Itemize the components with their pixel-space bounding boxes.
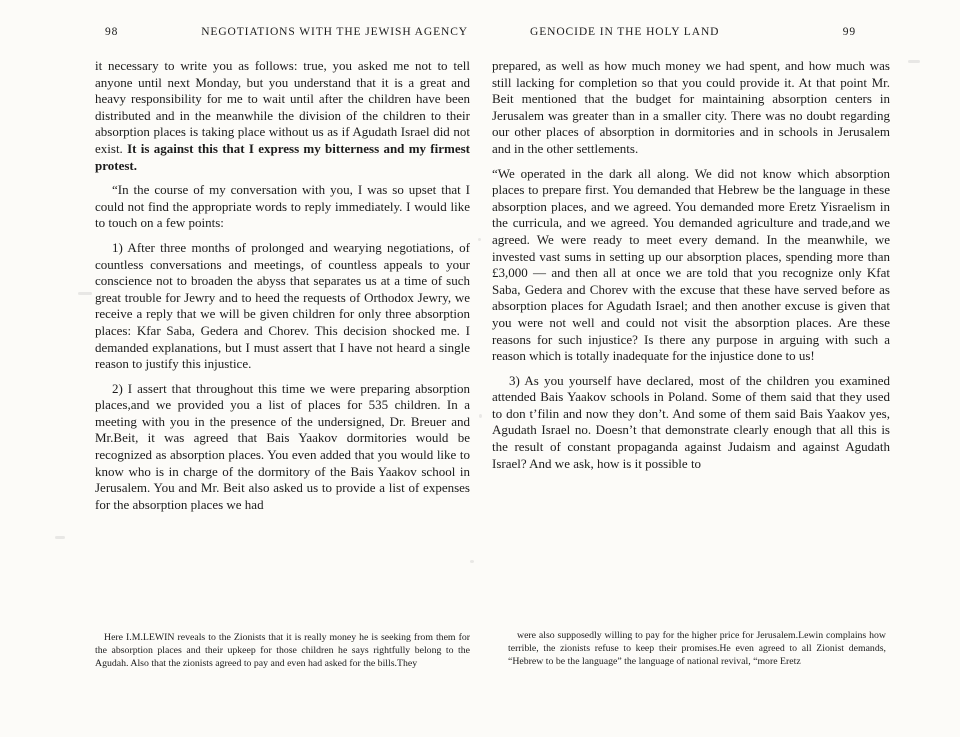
paragraph-letter-continuation <box>95 58 470 174</box>
paragraph-text: “In the course of my conversation with you, I was so upset that I could not find the appropriate words to reply immediately. I would like to touch on a few points: <box>95 182 470 231</box>
scan-artifact <box>55 536 65 539</box>
paragraph-text: 2) I assert that throughout this time we were preparing absorption places,and we provided you a list of places for 535 children. In a meeting with you in the presence of the undersigned, Dr. Breuer and Mr.Beit, it was agreed that Bais Yaakov dormitories would be recognized as absorption places. You even added that you would like to know who is in charge of the dormitory of the Bais Yaakov school in Jerusalem. You and Mr. Beit also asked us to provide a list of expenses for the absorption places we had <box>95 380 470 512</box>
scan-artifact <box>478 238 481 241</box>
scan-artifact <box>479 414 482 418</box>
paragraph-point-1 <box>95 240 470 373</box>
scan-artifact <box>908 60 920 63</box>
footnote-right: were also supposedly willing to pay for the higher price for Jerusalem.Lewin complains how terrible, the zionists refuse to keep their promises.He even agreed to all Zionist demands, “Hebrew to be the language” the language of national revival, “more Eretz <box>508 630 886 667</box>
paragraph-point-2 <box>95 381 470 514</box>
page-number-right: 99 <box>842 26 856 38</box>
scan-artifact <box>78 292 92 295</box>
protest-bold-text: It is against this that I express my bitterness and my firmest protest. <box>95 140 470 173</box>
page-right <box>492 0 890 737</box>
paragraph-point-3 <box>492 373 890 473</box>
running-title-left: NEGOTIATIONS WITH THE JEWISH AGENCY <box>201 26 468 38</box>
running-header-right <box>492 26 890 38</box>
running-header-left <box>95 26 470 38</box>
paragraph-text: it necessary to write you as follows: true, you asked me not to tell anyone until next Monday, but you understand that it is a great and heavy responsibility for me to wait until after the children have been distributed and in the meanwhile the division of the children to their absorption places is taking place without us as if Agudath Israel did not exist. <box>95 58 470 156</box>
scan-artifact <box>470 560 474 563</box>
page-number-left: 98 <box>105 26 119 38</box>
running-title-right: GENOCIDE IN THE HOLY LAND <box>530 26 720 38</box>
paragraph-text: “We operated in the dark all along. We did not know which absorption places to prepare first. You demanded that Hebrew be the language in these absorption places, and we agreed. You demanded more Eretz Yisraelism in the curricula, and we agreed. You demanded agriculture and trade,and we agreed. We were ready to meet every demand. In the meanwhile, we invested vast sums in setting up our absorption places, spending more than £3,000 — and then all at once we are told that you recognize only Kfat Saba, Gedera and Chorev with the excuse that these have served before as absorption places for Agudath Israel; and then another excuse is given that you were not well and could not visit the absorption places. Are these reasons for such injustice? Is there any purpose in arguing with such a reason which is totally inadequate for the injustice done to us! <box>492 165 890 364</box>
footnote-left: Here I.M.LEWIN reveals to the Zionists that it is really money he is seeking from them for the absorption places and their upkeep for those children he says rightfully belong to the Agudah. Also that the zionists agreed to pay and even had asked for the bills.They <box>95 632 470 669</box>
page-body-left <box>95 58 470 513</box>
paragraph-text: 3) As you yourself have declared, most of the children you examined attended Bais Yaakov schools in Poland. Some of them said that they used to don t’filin and now they don’t. And some of them said Bais Yaakov yes, Agudath Israel no. Doesn’t that demonstrate clearly enough that all this is the result of constant propaganda against Judaism and against Agudath Israel? And we ask, how is it possible to <box>492 372 890 471</box>
paragraph-text: 1) After three months of prolonged and wearying negotiations, of countless conversations and meetings, of countless appeals to your conscience not to broaden the abyss that separates us at a time of such great trouble for Jewry and to heed the requests of Orthodox Jewry, we receive a reply that we will be given children for only three absorption places: Kfar Saba, Gedera and Chorev. This decision shocked me. I demanded explanations, but I must assert that I have not heard a single reason to justify this injustice. <box>95 239 470 372</box>
page-body-right <box>492 58 890 472</box>
page-left <box>95 0 470 737</box>
paragraph-operated-in-dark <box>492 166 890 365</box>
paragraph-conversation <box>95 182 470 232</box>
paragraph-text: prepared, as well as how much money we had spent, and how much was still lacking for completion so that you could provide it. At that point Mr. Beit mentioned that the budget for maintaining absorption centers in Jerusalem was greater than in a smaller city. There was no doubt regarding our other places of absorption in dormitories and in schools in Jerusalem and in the other settlements. <box>492 58 890 156</box>
paragraph-prepared-continuation <box>492 58 890 158</box>
